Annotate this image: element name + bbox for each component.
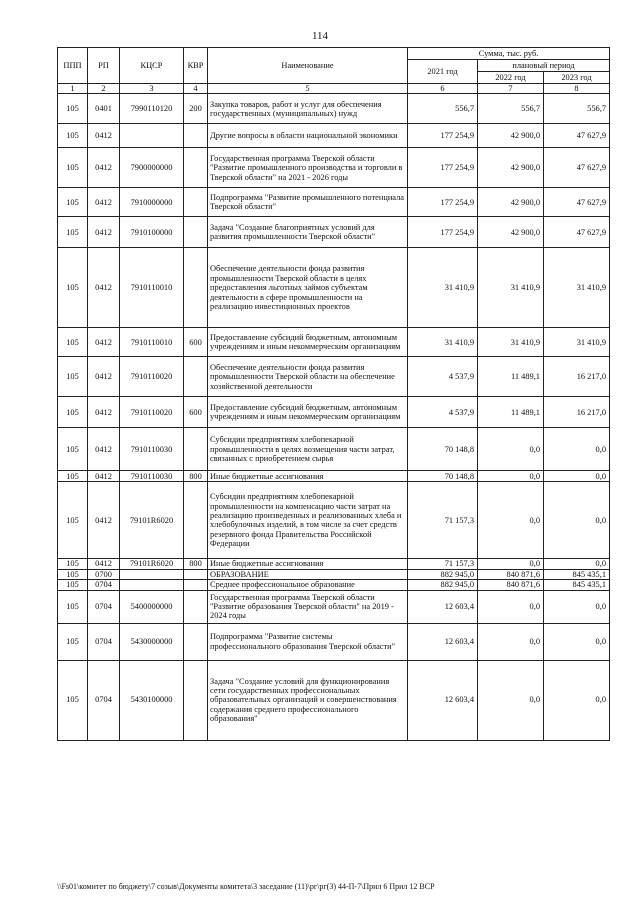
cell-rp: 0704 xyxy=(88,580,120,590)
cell-ppp: 105 xyxy=(58,357,88,397)
cell-2023: 0,0 xyxy=(544,559,610,569)
cell-kcsr: 7910110030 xyxy=(120,428,184,471)
cell-2023: 556,7 xyxy=(544,94,610,124)
table-row xyxy=(58,217,610,248)
cell-2022: 11 489,1 xyxy=(478,397,544,428)
cell-2022: 0,0 xyxy=(478,590,544,623)
cell-2022: 42 900,0 xyxy=(478,148,544,188)
header-sum: Сумма, тыс. руб. xyxy=(408,48,610,60)
cell-name: Субсидии предприятиям хлебопекарной промышленности на компенсацию части затрат на реализацию произведенных и реализованных хлеба и хлебобулочных изделий, в том числе за счет средств резервного фонда Правительства Российской Федерации xyxy=(208,482,408,559)
header-ppp: ППП xyxy=(58,48,88,84)
cell-ppp: 105 xyxy=(58,569,88,579)
cell-ppp: 105 xyxy=(58,217,88,248)
table-row xyxy=(58,569,610,579)
cell-2023: 845 435,1 xyxy=(544,569,610,579)
header-rp: РП xyxy=(88,48,120,84)
cell-kvr xyxy=(184,623,208,660)
cell-2022: 31 410,9 xyxy=(478,248,544,328)
cell-2023: 47 627,9 xyxy=(544,124,610,148)
cell-2022: 42 900,0 xyxy=(478,124,544,148)
table-row xyxy=(58,482,610,559)
cell-kvr xyxy=(184,124,208,148)
cell-rp: 0412 xyxy=(88,248,120,328)
cell-rp: 0412 xyxy=(88,471,120,482)
table-row xyxy=(58,148,610,188)
cell-2023: 0,0 xyxy=(544,482,610,559)
cell-2022: 0,0 xyxy=(478,623,544,660)
cell-kcsr: 7910110010 xyxy=(120,248,184,328)
cell-ppp: 105 xyxy=(58,623,88,660)
cell-2023: 845 435,1 xyxy=(544,580,610,590)
table-row xyxy=(58,590,610,623)
cell-ppp: 105 xyxy=(58,482,88,559)
cell-kvr xyxy=(184,428,208,471)
column-number: 7 xyxy=(478,84,544,94)
cell-kcsr xyxy=(120,124,184,148)
cell-kcsr: 7990110120 xyxy=(120,94,184,124)
cell-ppp: 105 xyxy=(58,559,88,569)
cell-kcsr: 5400000000 xyxy=(120,590,184,623)
table-row xyxy=(58,357,610,397)
cell-2022: 11 489,1 xyxy=(478,357,544,397)
cell-kvr xyxy=(184,590,208,623)
header-kcsr: КЦСР xyxy=(120,48,184,84)
table-row xyxy=(58,94,610,124)
budget-table xyxy=(57,47,610,741)
cell-2021: 177 254,9 xyxy=(408,188,478,217)
cell-2021: 177 254,9 xyxy=(408,217,478,248)
cell-2021: 70 148,8 xyxy=(408,428,478,471)
cell-rp: 0704 xyxy=(88,623,120,660)
cell-ppp: 105 xyxy=(58,660,88,740)
column-number: 1 xyxy=(58,84,88,94)
cell-rp: 0412 xyxy=(88,482,120,559)
cell-kcsr: 7900000000 xyxy=(120,148,184,188)
cell-name: Иные бюджетные ассигнования xyxy=(208,471,408,482)
cell-2022: 31 410,9 xyxy=(478,328,544,357)
column-number: 2 xyxy=(88,84,120,94)
cell-2022: 840 871,6 xyxy=(478,580,544,590)
cell-kvr xyxy=(184,217,208,248)
cell-kvr xyxy=(184,357,208,397)
cell-kcsr xyxy=(120,569,184,579)
cell-name: Подпрограмма "Развитие системы профессионального образования Тверской области" xyxy=(208,623,408,660)
cell-2021: 71 157,3 xyxy=(408,559,478,569)
cell-rp: 0412 xyxy=(88,428,120,471)
cell-name: Государственная программа Тверской области "Развитие образования Тверской области" на 2019 - 2024 годы xyxy=(208,590,408,623)
cell-2021: 556,7 xyxy=(408,94,478,124)
cell-2023: 47 627,9 xyxy=(544,188,610,217)
cell-name: Задача "Создание благоприятных условий для развития промышленности Тверской области" xyxy=(208,217,408,248)
table-row xyxy=(58,124,610,148)
cell-2021: 12 603,4 xyxy=(408,623,478,660)
cell-2022: 556,7 xyxy=(478,94,544,124)
table-row xyxy=(58,559,610,569)
cell-2021: 12 603,4 xyxy=(408,660,478,740)
cell-2022: 0,0 xyxy=(478,660,544,740)
cell-rp: 0412 xyxy=(88,357,120,397)
cell-kcsr: 7910000000 xyxy=(120,188,184,217)
cell-name: Обеспечение деятельности фонда развития промышленности Тверской области на обеспечение хозяйственной деятельности xyxy=(208,357,408,397)
cell-rp: 0412 xyxy=(88,328,120,357)
cell-kcsr: 7910110010 xyxy=(120,328,184,357)
cell-name: Обеспечение деятельности фонда развития промышленности Тверской области в целях предоставления льготных займов субъектам деятельности в сфере промышленности на реализацию инвестиционных проектов xyxy=(208,248,408,328)
cell-name: Другие вопросы в области национальной экономики xyxy=(208,124,408,148)
cell-ppp: 105 xyxy=(58,94,88,124)
cell-2023: 0,0 xyxy=(544,471,610,482)
cell-2022: 0,0 xyxy=(478,559,544,569)
cell-ppp: 105 xyxy=(58,590,88,623)
table-header xyxy=(58,48,610,94)
cell-ppp: 105 xyxy=(58,471,88,482)
cell-rp: 0412 xyxy=(88,148,120,188)
cell-2021: 882 945,0 xyxy=(408,580,478,590)
cell-2021: 71 157,3 xyxy=(408,482,478,559)
cell-kvr: 600 xyxy=(184,397,208,428)
file-path-footer: \\Fs01\комитет по бюджету\7 созыв\Документы комитета\3 заседание (11)\рг\рг(3) 44-П-7\Прил 6 Прил 12 ВСР xyxy=(57,882,435,891)
cell-2021: 12 603,4 xyxy=(408,590,478,623)
table-row xyxy=(58,660,610,740)
cell-name: Государственная программа Тверской области "Развитие промышленного производства и торговли в Тверской области" на 2021 - 2026 годы xyxy=(208,148,408,188)
cell-2023: 0,0 xyxy=(544,660,610,740)
cell-kcsr: 5430100000 xyxy=(120,660,184,740)
table-row xyxy=(58,623,610,660)
table-row xyxy=(58,428,610,471)
cell-rp: 0412 xyxy=(88,559,120,569)
table-row xyxy=(58,328,610,357)
column-number: 4 xyxy=(184,84,208,94)
cell-kvr: 600 xyxy=(184,328,208,357)
cell-rp: 0412 xyxy=(88,188,120,217)
cell-kvr xyxy=(184,569,208,579)
cell-name: Предоставление субсидий бюджетным, автономным учреждениям и иным некоммерческим организациям xyxy=(208,397,408,428)
cell-name: Закупка товаров, работ и услуг для обеспечения государственных (муниципальных) нужд xyxy=(208,94,408,124)
cell-kvr xyxy=(184,188,208,217)
cell-name: Предоставление субсидий бюджетным, автономным учреждениям и иным некоммерческим организациям xyxy=(208,328,408,357)
cell-name: ОБРАЗОВАНИЕ xyxy=(208,569,408,579)
table-row xyxy=(58,471,610,482)
cell-kvr xyxy=(184,482,208,559)
column-number: 3 xyxy=(120,84,184,94)
cell-2023: 16 217,0 xyxy=(544,397,610,428)
cell-kvr xyxy=(184,148,208,188)
cell-kcsr: 7910110020 xyxy=(120,357,184,397)
cell-kcsr: 7910100000 xyxy=(120,217,184,248)
table-row xyxy=(58,188,610,217)
header-name: Наименование xyxy=(208,48,408,84)
cell-2023: 47 627,9 xyxy=(544,148,610,188)
cell-2021: 31 410,9 xyxy=(408,328,478,357)
cell-rp: 0704 xyxy=(88,590,120,623)
header-year-2021: 2021 год xyxy=(408,60,478,84)
cell-ppp: 105 xyxy=(58,397,88,428)
cell-2023: 31 410,9 xyxy=(544,248,610,328)
cell-name: Задача "Создание условий для функционирования сети государственных профессиональных образовательных организаций и совершенствования содержания среднего профессионального образования" xyxy=(208,660,408,740)
cell-2023: 16 217,0 xyxy=(544,357,610,397)
cell-2022: 0,0 xyxy=(478,482,544,559)
cell-2021: 4 537,9 xyxy=(408,357,478,397)
cell-2023: 0,0 xyxy=(544,428,610,471)
cell-2021: 4 537,9 xyxy=(408,397,478,428)
cell-ppp: 105 xyxy=(58,580,88,590)
cell-ppp: 105 xyxy=(58,124,88,148)
cell-name: Иные бюджетные ассигнования xyxy=(208,559,408,569)
cell-rp: 0412 xyxy=(88,217,120,248)
cell-name: Субсидии предприятиям хлебопекарной промышленности в целях возмещения части затрат, связанных с приобретением сырья xyxy=(208,428,408,471)
cell-ppp: 105 xyxy=(58,148,88,188)
cell-ppp: 105 xyxy=(58,428,88,471)
cell-name: Среднее профессиональное образование xyxy=(208,580,408,590)
cell-kcsr: 79101R6020 xyxy=(120,559,184,569)
cell-kvr xyxy=(184,660,208,740)
table-row xyxy=(58,397,610,428)
table-row xyxy=(58,580,610,590)
cell-kcsr: 7910110030 xyxy=(120,471,184,482)
cell-rp: 0412 xyxy=(88,397,120,428)
cell-rp: 0700 xyxy=(88,569,120,579)
cell-name: Подпрограмма "Развитие промышленного потенциала Тверской области" xyxy=(208,188,408,217)
header-kvr: КВР xyxy=(184,48,208,84)
header-year-2022: 2022 год xyxy=(478,72,544,84)
cell-2022: 42 900,0 xyxy=(478,188,544,217)
cell-kcsr xyxy=(120,580,184,590)
cell-kvr: 200 xyxy=(184,94,208,124)
cell-2023: 0,0 xyxy=(544,623,610,660)
table-row xyxy=(58,248,610,328)
table-body xyxy=(58,94,610,740)
cell-2023: 47 627,9 xyxy=(544,217,610,248)
cell-ppp: 105 xyxy=(58,248,88,328)
cell-2021: 31 410,9 xyxy=(408,248,478,328)
cell-kcsr: 79101R6020 xyxy=(120,482,184,559)
cell-2022: 840 871,6 xyxy=(478,569,544,579)
cell-kvr xyxy=(184,580,208,590)
cell-2021: 177 254,9 xyxy=(408,124,478,148)
cell-2023: 0,0 xyxy=(544,590,610,623)
cell-2021: 70 148,8 xyxy=(408,471,478,482)
page-number: 114 xyxy=(311,30,329,42)
cell-rp: 0412 xyxy=(88,124,120,148)
cell-2022: 0,0 xyxy=(478,428,544,471)
cell-kvr: 800 xyxy=(184,471,208,482)
column-number: 8 xyxy=(544,84,610,94)
cell-kvr: 800 xyxy=(184,559,208,569)
cell-ppp: 105 xyxy=(58,188,88,217)
cell-2021: 882 945,0 xyxy=(408,569,478,579)
cell-rp: 0704 xyxy=(88,660,120,740)
column-number: 6 xyxy=(408,84,478,94)
header-year-2023: 2023 год xyxy=(544,72,610,84)
column-number: 5 xyxy=(208,84,408,94)
cell-rp: 0401 xyxy=(88,94,120,124)
cell-ppp: 105 xyxy=(58,328,88,357)
cell-kvr xyxy=(184,248,208,328)
cell-kcsr: 5430000000 xyxy=(120,623,184,660)
cell-kcsr: 7910110020 xyxy=(120,397,184,428)
cell-2023: 31 410,9 xyxy=(544,328,610,357)
column-numbers-row xyxy=(58,84,610,94)
cell-2021: 177 254,9 xyxy=(408,148,478,188)
cell-2022: 42 900,0 xyxy=(478,217,544,248)
header-plan-period: плановый период xyxy=(478,60,610,72)
cell-2022: 0,0 xyxy=(478,471,544,482)
